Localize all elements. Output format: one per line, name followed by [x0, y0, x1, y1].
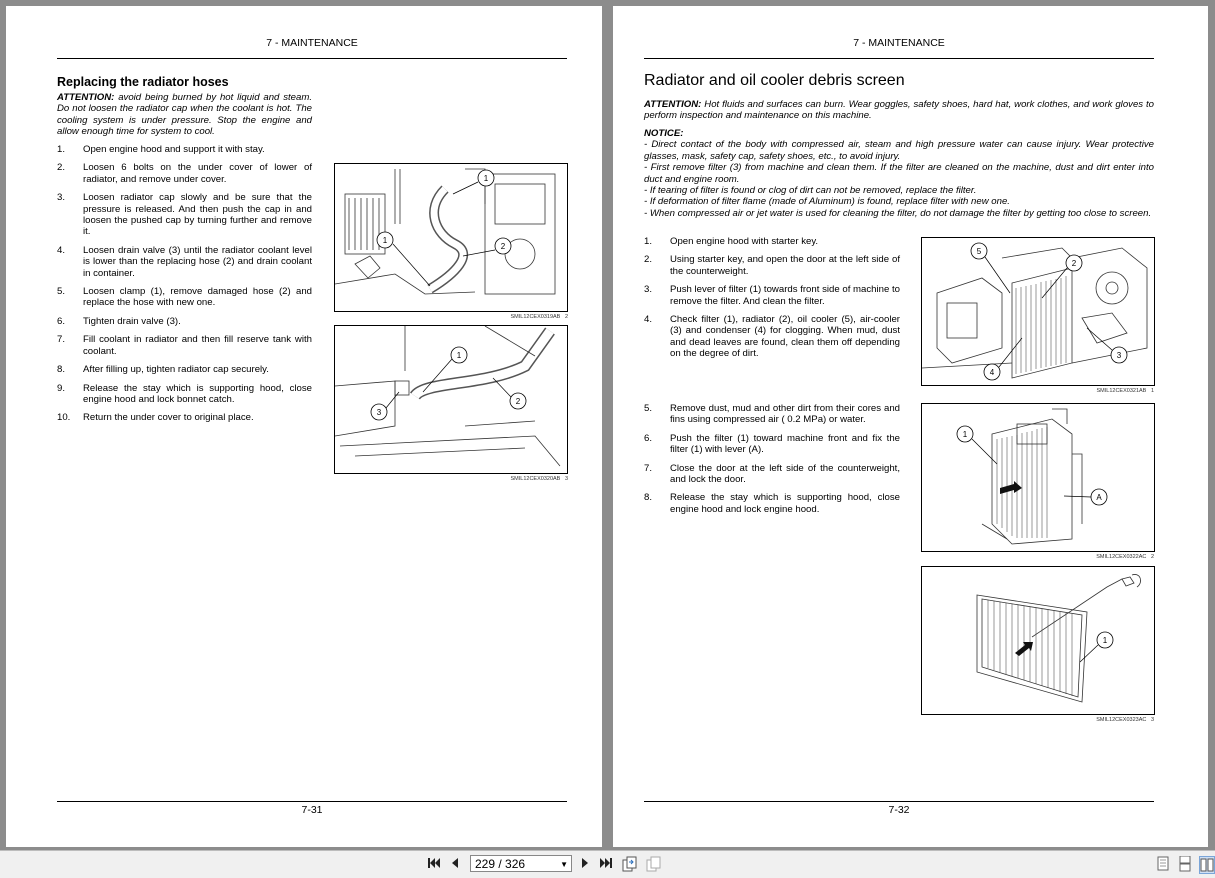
step-number: 3. [57, 192, 66, 204]
first-page-button[interactable] [426, 856, 442, 872]
continuous-view-button[interactable] [1178, 856, 1192, 872]
step-item [644, 254, 900, 277]
step-number: 2. [57, 162, 66, 174]
callout-3: 3 [376, 408, 382, 417]
attention-text: Hot fluids and surfaces can burn. Wear goggles, safety shoes, hard hat, work clothes, and work gloves to perform inspection and maintenance on this machine. [644, 99, 1154, 122]
step-item [57, 245, 312, 279]
step-text: Push the filter (1) toward machine front and fix the filter (1) with lever (A). [670, 432, 900, 456]
notice-label: NOTICE: [644, 128, 684, 139]
figure-number: 3 [1150, 717, 1154, 723]
step-item [644, 236, 900, 247]
callout-2: 2 [515, 397, 521, 406]
attention-label: ATTENTION: [57, 92, 115, 103]
step-item [57, 192, 312, 238]
step-text: Close the door at the left side of the counterweight, and lock the door. [670, 462, 900, 486]
figure-number: 2 [564, 314, 568, 320]
step-number: 4. [644, 314, 653, 326]
step-text: Push lever of filter (1) towards front side of machine to remove the filter. And clean the filter. [670, 284, 900, 307]
figure-caption [1031, 717, 1154, 723]
notice-line: - Direct contact of the body with compressed air, steam and high pressure water can cause injury. Wear protective glasses, mask, safety cap, safety shoes, etc., to avoid injury. [644, 139, 1154, 162]
step-item [57, 286, 312, 309]
figure-code: SMIL12CEX0319AB [510, 314, 561, 320]
previous-page-icon [449, 856, 461, 870]
procedure-steps [644, 403, 900, 522]
section-title: Replacing the radiator hoses [57, 75, 229, 89]
step-number: 3. [644, 284, 653, 296]
page-selector[interactable] [470, 855, 572, 872]
step-item [644, 284, 900, 307]
filter-frame-illustration [922, 404, 1154, 551]
step-text: Fill coolant in radiator and then fill reserve tank with coolant. [83, 334, 312, 357]
step-text: Open engine hood and support it with stay. [83, 144, 265, 155]
callout-1: 1 [382, 236, 388, 245]
page-number: 7-32 [888, 804, 910, 816]
step-number: 6. [644, 432, 653, 444]
step-number: 1. [57, 144, 66, 155]
figure-number: 3 [564, 476, 568, 482]
step-number: 6. [57, 315, 66, 327]
last-page-button[interactable] [598, 856, 614, 872]
step-number: 4. [57, 244, 66, 256]
step-item [57, 162, 312, 185]
procedure-steps [57, 144, 312, 431]
step-text: Release the stay which is supporting hood, close engine hood and lock engine hood. [670, 492, 900, 515]
step-number: 8. [644, 492, 653, 504]
header-rule [57, 58, 567, 59]
viewer-toolbar [0, 850, 1215, 878]
attention-note [57, 92, 312, 138]
right-page [613, 6, 1208, 847]
step-text: Release the stay which is supporting hood, close engine hood and lock bonnet catch. [83, 382, 312, 405]
step-item [644, 403, 900, 426]
figure-code: SMIL12CEX0321AB [1096, 388, 1147, 394]
step-item [57, 383, 312, 406]
step-number: 1. [644, 236, 653, 247]
step-number: 10. [57, 412, 71, 424]
step-text: Return the under cover to original place. [83, 412, 254, 424]
filter-cleaning-figure [921, 566, 1155, 715]
go-forward-view-button[interactable] [646, 856, 662, 872]
notice-block [644, 128, 1154, 219]
go-back-view-icon [622, 856, 638, 872]
callout-2: 2 [1071, 259, 1077, 268]
figure-number: 1 [1150, 388, 1154, 394]
figure-caption [1031, 388, 1154, 394]
callout-1: 1 [962, 430, 968, 439]
notice-line: - If tearing of filter is found or clog of dirt can not be removed, replace the filter. [644, 185, 977, 197]
step-number: 5. [644, 403, 653, 414]
left-page [6, 6, 602, 847]
previous-page-button[interactable] [448, 856, 462, 872]
chevron-down-icon: ▼ [560, 860, 568, 869]
radiator-cooler-figure [921, 237, 1155, 386]
attention-note [644, 99, 1154, 122]
callout-a: A [1096, 493, 1102, 502]
step-text: After filling up, tighten radiator cap securely. [83, 364, 269, 376]
step-text: Remove dust, mud and other dirt from their cores and fins using compressed air ( 0.2 MPa) or water. [670, 403, 900, 426]
push-arrow-icon [1000, 481, 1022, 494]
header-rule [644, 58, 1154, 59]
next-page-button[interactable] [578, 856, 592, 872]
continuous-page-icon [1178, 856, 1192, 872]
step-text: Loosen radiator cap slowly and be sure that the pressure is released. And then push the cap in and loosen the pushed cap by turning further and remove it. [83, 192, 312, 238]
running-header: 7 - MAINTENANCE [853, 37, 945, 49]
step-text: Loosen clamp (1), remove damaged hose (2) and replace the hose with new one. [83, 286, 312, 309]
step-text: Using starter key, and open the door at the left side of the counterweight. [670, 254, 900, 277]
callout-1: 1 [1102, 636, 1108, 645]
figure-caption [1031, 554, 1154, 560]
next-page-icon [579, 856, 591, 870]
step-item [644, 433, 900, 456]
step-item [57, 316, 312, 327]
drain-valve-illustration [335, 326, 567, 473]
callout-1: 1 [483, 174, 489, 183]
section-title: Radiator and oil cooler debris screen [644, 72, 905, 89]
footer-rule [644, 801, 1154, 802]
notice-line: - First remove filter (3) from machine and clean them. If the filter are cleaned on the machine, dust and dirt enter into duct and engine room. [644, 162, 1154, 185]
cooling-module-illustration [922, 238, 1154, 385]
step-number: 5. [57, 286, 66, 298]
step-item [57, 412, 312, 423]
step-text: Loosen drain valve (3) until the radiator coolant level is lower than the replacing hose (2) and drain coolant in container. [83, 244, 312, 279]
step-item [57, 144, 312, 155]
footer-rule [57, 801, 567, 802]
attention-text: avoid being burned by hot liquid and steam. Do not loosen the radiator cap when the coolant is hot. The cooling system is under pressure. Stop the engine and allow enough time for system to cool. [57, 92, 312, 138]
step-item [57, 334, 312, 357]
callout-2: 2 [500, 242, 506, 251]
page-number: 7-31 [301, 804, 323, 816]
running-header: 7 - MAINTENANCE [266, 37, 358, 49]
notice-line: - When compressed air or jet water is used for cleaning the filter, do not damage the filter by getting too close to screen. [644, 207, 1152, 219]
figure-caption [446, 476, 568, 482]
page-selector-value: 229 / 326 [475, 857, 526, 871]
drain-valve-figure [334, 325, 568, 474]
figure-caption [446, 314, 568, 320]
callout-5: 5 [976, 247, 982, 256]
step-text: Loosen 6 bolts on the under cover of lower of radiator, and remove under cover. [83, 162, 312, 185]
step-number: 7. [644, 462, 653, 474]
step-text: Tighten drain valve (3). [83, 315, 181, 327]
single-page-icon [1156, 856, 1170, 872]
notice-line: - If deformation of filter flame (made of Aluminum) is found, replace filter with new one. [644, 196, 1010, 208]
step-number: 8. [57, 364, 66, 376]
step-text: Check filter (1), radiator (2), oil cooler (5), air-cooler (3) and condenser (4) for clogging. When mud, dust and dead leaves are found, clean them off depending on the degree of dirt. [670, 314, 900, 360]
procedure-steps [644, 236, 900, 367]
step-number: 9. [57, 382, 66, 394]
filter-lever-figure [921, 403, 1155, 552]
figure-code: SMIL12CEX0322AC [1096, 554, 1147, 560]
callout-4: 4 [989, 368, 995, 377]
radiator-hose-figure [334, 163, 568, 312]
step-item [644, 463, 900, 486]
callout-3: 3 [1116, 351, 1122, 360]
figure-code: SMIL12CEX0323AC [1096, 717, 1147, 723]
last-page-icon [599, 856, 613, 870]
step-number: 2. [644, 254, 653, 266]
single-page-view-button[interactable] [1156, 856, 1170, 872]
step-number: 7. [57, 334, 66, 346]
figure-code: SMIL12CEX0320AB [510, 476, 561, 482]
facing-pages-icon [1200, 857, 1214, 873]
step-item [644, 314, 900, 360]
attention-label: ATTENTION: [644, 99, 702, 110]
engine-hose-illustration [335, 164, 567, 311]
go-back-view-button[interactable] [622, 856, 638, 872]
first-page-icon [427, 856, 441, 870]
facing-pages-view-button[interactable] [1199, 856, 1215, 874]
step-item [57, 364, 312, 375]
step-item [644, 492, 900, 515]
figure-number: 2 [1150, 554, 1154, 560]
go-forward-view-icon [646, 856, 662, 872]
filter-air-gun-illustration [922, 567, 1154, 714]
step-text: Open engine hood with starter key. [670, 236, 819, 247]
callout-1: 1 [456, 351, 462, 360]
